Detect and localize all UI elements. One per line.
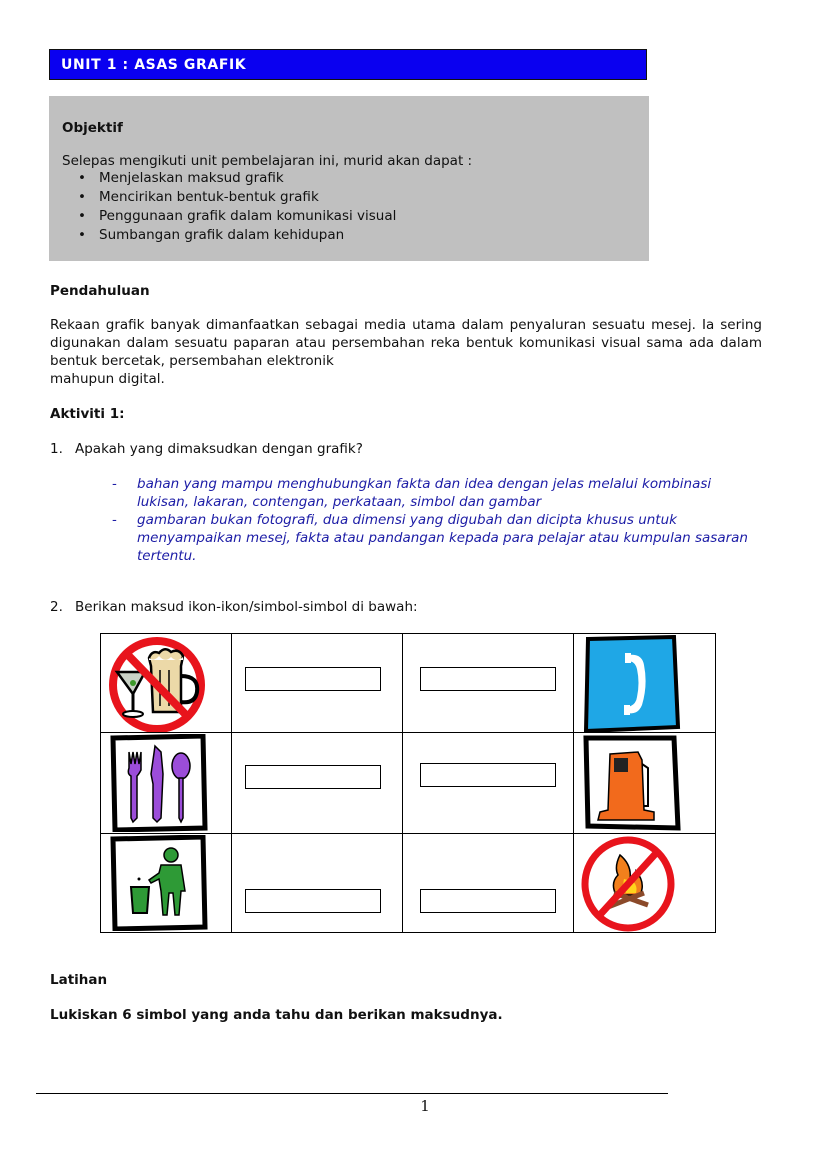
objective-item: • Penggunaan grafik dalam komunikasi visual bbox=[99, 207, 649, 226]
objective-box bbox=[49, 96, 649, 261]
telephone-icon bbox=[582, 635, 682, 737]
introduction-paragraph bbox=[50, 316, 762, 388]
no-fire-icon bbox=[580, 835, 680, 937]
symbol-cell bbox=[101, 733, 232, 834]
objective-item: • Menjelaskan maksud grafik bbox=[99, 169, 649, 188]
objective-intro: Selepas mengikuti unit pembelajaran ini, murid akan dapat : bbox=[62, 153, 473, 169]
answer-input-box[interactable] bbox=[245, 765, 381, 789]
question-1 bbox=[50, 441, 363, 457]
fuel-pump-icon bbox=[582, 734, 682, 836]
objective-heading: Objektif bbox=[62, 120, 123, 136]
symbol-cell bbox=[101, 634, 232, 733]
answer-text: bahan yang mampu menghubungkan fakta dan idea dengan jelas melalui kombinasi lukisan, lakaran, contengan, perkataan, simbol dan gambar bbox=[137, 476, 712, 510]
symbols-table bbox=[100, 633, 716, 933]
exercise-instruction: Lukiskan 6 simbol yang anda tahu dan berikan maksudnya. bbox=[50, 1007, 503, 1023]
dash-bullet: - bbox=[112, 476, 117, 492]
question-text: Berikan maksud ikon-ikon/simbol-simbol di bawah: bbox=[75, 599, 418, 615]
answer-input-box[interactable] bbox=[420, 889, 556, 913]
no-alcohol-icon bbox=[107, 636, 209, 736]
question-number: 2. bbox=[50, 599, 63, 615]
answer-cell bbox=[232, 733, 403, 834]
exercise-heading: Latihan bbox=[50, 972, 108, 988]
answer-input-box[interactable] bbox=[245, 889, 381, 913]
answer-text: gambaran bukan fotografi, dua dimensi yang digubah dan dicipta khusus untuk menyampaikan mesej, fakta atau pandangan kepada para pelajar atau kumpulan sasaran tertentu. bbox=[137, 512, 748, 564]
question-text: Apakah yang dimaksudkan dengan grafik? bbox=[75, 441, 363, 457]
answer-item bbox=[112, 475, 752, 511]
answer-cell bbox=[403, 834, 574, 933]
dash-bullet: - bbox=[112, 512, 117, 528]
activity-heading: Aktiviti 1: bbox=[50, 406, 125, 422]
answer-item bbox=[112, 511, 752, 565]
answer-list bbox=[112, 475, 752, 565]
symbol-cell bbox=[101, 834, 232, 933]
objective-item: • Mencirikan bentuk-bentuk grafik bbox=[99, 188, 649, 207]
objective-list bbox=[62, 169, 649, 245]
restaurant-cutlery-icon bbox=[109, 734, 209, 836]
page-number: 1 bbox=[420, 1097, 430, 1115]
table-row bbox=[101, 733, 716, 834]
question-number: 1. bbox=[50, 441, 63, 457]
answer-input-box[interactable] bbox=[420, 763, 556, 787]
unit-title-banner: UNIT 1 : ASAS GRAFIK bbox=[49, 49, 647, 80]
objective-item: • Sumbangan grafik dalam kehidupan bbox=[99, 226, 649, 245]
answer-cell bbox=[232, 634, 403, 733]
litter-bin-icon bbox=[109, 835, 209, 935]
symbol-cell bbox=[574, 834, 716, 933]
table-row bbox=[101, 634, 716, 733]
symbol-cell bbox=[574, 634, 716, 733]
symbol-cell bbox=[574, 733, 716, 834]
introduction-text: Rekaan grafik banyak dimanfaatkan sebagai media utama dalam penyaluran sesuatu mesej. Ia sering digunakan dalam sesuatu paparan atau persembahan reka bentuk komunikasi visual sama ada dalam bentuk bercetak, persembahan elektronik bbox=[50, 317, 762, 369]
answer-input-box[interactable] bbox=[245, 667, 381, 691]
answer-cell bbox=[232, 834, 403, 933]
answer-cell bbox=[403, 733, 574, 834]
answer-input-box[interactable] bbox=[420, 667, 556, 691]
question-2 bbox=[50, 599, 418, 615]
introduction-text-cont: mahupun digital. bbox=[50, 371, 165, 387]
answer-cell bbox=[403, 634, 574, 733]
table-row bbox=[101, 834, 716, 933]
introduction-heading: Pendahuluan bbox=[50, 283, 150, 299]
footer-divider bbox=[36, 1093, 668, 1094]
